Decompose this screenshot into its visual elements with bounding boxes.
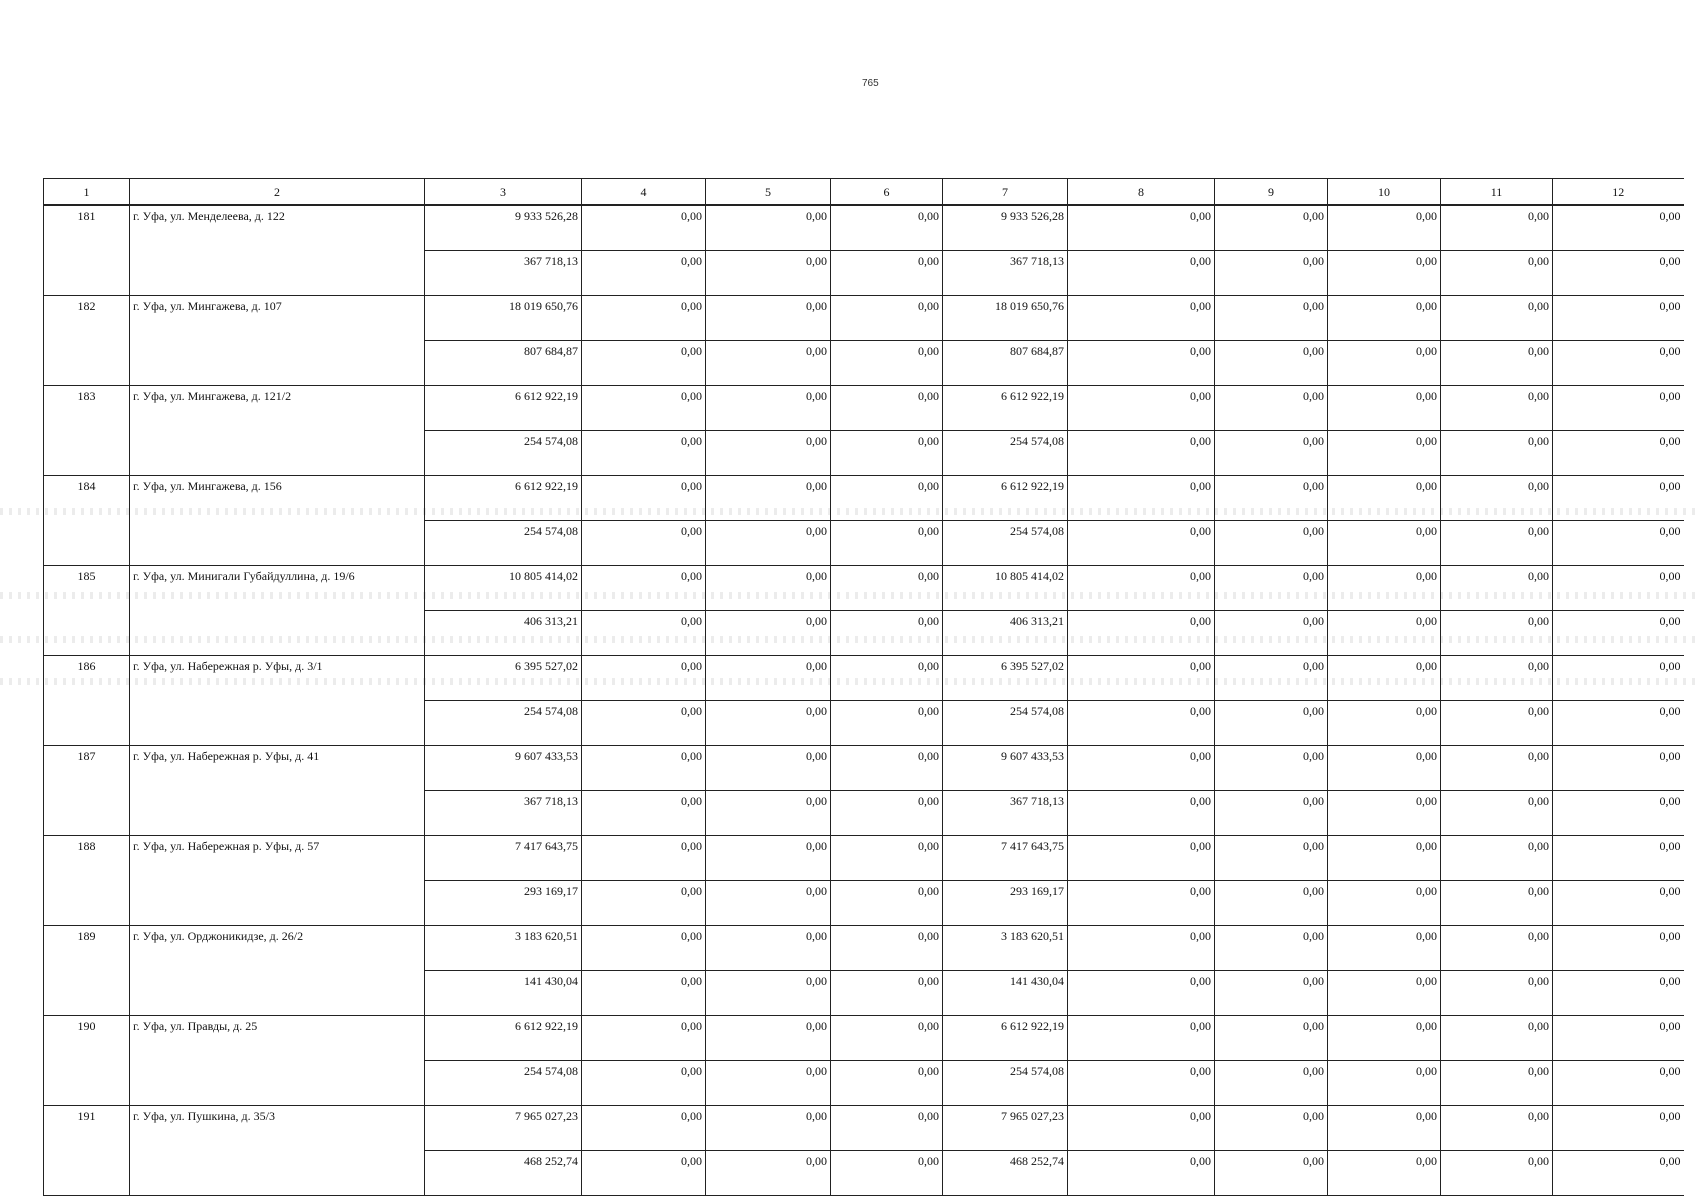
value-cell-col-12: 0,00 xyxy=(1553,881,1684,926)
value-cell-col-5: 0,00 xyxy=(706,701,831,746)
value-cell-col-10: 0,00 xyxy=(1328,386,1441,431)
value-cell-col-6: 0,00 xyxy=(831,881,943,926)
value-cell-col-12: 0,00 xyxy=(1553,296,1684,341)
value-cell-col-12: 0,00 xyxy=(1553,566,1684,611)
address-cell: г. Уфа, ул. Мингажева, д. 156 xyxy=(130,476,425,566)
value-cell-col-12: 0,00 xyxy=(1553,836,1684,881)
address-cell: г. Уфа, ул. Менделеева, д. 122 xyxy=(130,205,425,296)
row-number: 189 xyxy=(44,926,130,1016)
value-cell-col-6: 0,00 xyxy=(831,791,943,836)
row-number: 190 xyxy=(44,1016,130,1106)
value-cell-col-10: 0,00 xyxy=(1328,1151,1441,1196)
value-cell-col-4: 0,00 xyxy=(582,656,706,701)
address-cell: г. Уфа, ул. Набережная р. Уфы, д. 57 xyxy=(130,836,425,926)
value-cell-col-7: 9 607 433,53 xyxy=(943,746,1068,791)
column-number-row xyxy=(44,179,1684,206)
value-cell-col-4: 0,00 xyxy=(582,251,706,296)
value-cell-col-5: 0,00 xyxy=(706,791,831,836)
value-cell-col-4: 0,00 xyxy=(582,971,706,1016)
value-cell-col-10: 0,00 xyxy=(1328,791,1441,836)
table-row xyxy=(44,656,1684,701)
address-cell: г. Уфа, ул. Набережная р. Уфы, д. 3/1 xyxy=(130,656,425,746)
value-cell-col-12: 0,00 xyxy=(1553,1106,1684,1151)
value-cell-col-7: 406 313,21 xyxy=(943,611,1068,656)
value-cell-col-8: 0,00 xyxy=(1068,341,1215,386)
value-cell-col-8: 0,00 xyxy=(1068,881,1215,926)
column-number-8: 8 xyxy=(1068,179,1215,206)
value-cell-col-12: 0,00 xyxy=(1553,205,1684,251)
value-cell-col-11: 0,00 xyxy=(1441,341,1553,386)
row-number: 182 xyxy=(44,296,130,386)
value-cell-col-8: 0,00 xyxy=(1068,1016,1215,1061)
value-cell-col-8: 0,00 xyxy=(1068,521,1215,566)
value-cell-col-4: 0,00 xyxy=(582,611,706,656)
value-cell-col-4: 0,00 xyxy=(582,431,706,476)
value-cell-col-11: 0,00 xyxy=(1441,971,1553,1016)
value-cell-col-10: 0,00 xyxy=(1328,296,1441,341)
table-row xyxy=(44,205,1684,251)
value-cell-col-5: 0,00 xyxy=(706,611,831,656)
value-cell-col-6: 0,00 xyxy=(831,611,943,656)
value-cell-col-9: 0,00 xyxy=(1215,341,1328,386)
value-cell-col-11: 0,00 xyxy=(1441,1016,1553,1061)
value-cell-col-10: 0,00 xyxy=(1328,836,1441,881)
value-cell-col-7: 807 684,87 xyxy=(943,341,1068,386)
value-cell-col-6: 0,00 xyxy=(831,746,943,791)
column-number-1: 1 xyxy=(44,179,130,206)
table-row xyxy=(44,836,1684,881)
value-cell-col-10: 0,00 xyxy=(1328,611,1441,656)
value-cell-col-5: 0,00 xyxy=(706,881,831,926)
value-cell-col-8: 0,00 xyxy=(1068,431,1215,476)
value-cell-col-6: 0,00 xyxy=(831,836,943,881)
value-cell-col-9: 0,00 xyxy=(1215,746,1328,791)
value-cell-col-11: 0,00 xyxy=(1441,791,1553,836)
value-cell-col-3: 254 574,08 xyxy=(425,701,582,746)
value-cell-col-10: 0,00 xyxy=(1328,1061,1441,1106)
table-row xyxy=(44,1016,1684,1061)
value-cell-col-3: 9 933 526,28 xyxy=(425,205,582,251)
address-cell: г. Уфа, ул. Мингажева, д. 107 xyxy=(130,296,425,386)
value-cell-col-4: 0,00 xyxy=(582,341,706,386)
value-cell-col-3: 141 430,04 xyxy=(425,971,582,1016)
value-cell-col-10: 0,00 xyxy=(1328,656,1441,701)
value-cell-col-5: 0,00 xyxy=(706,1106,831,1151)
value-cell-col-6: 0,00 xyxy=(831,431,943,476)
value-cell-col-5: 0,00 xyxy=(706,341,831,386)
value-cell-col-8: 0,00 xyxy=(1068,746,1215,791)
value-cell-col-12: 0,00 xyxy=(1553,791,1684,836)
value-cell-col-3: 18 019 650,76 xyxy=(425,296,582,341)
value-cell-col-6: 0,00 xyxy=(831,1151,943,1196)
value-cell-col-7: 254 574,08 xyxy=(943,701,1068,746)
page-number: 765 xyxy=(862,78,879,89)
row-number: 188 xyxy=(44,836,130,926)
value-cell-col-3: 6 612 922,19 xyxy=(425,476,582,521)
value-cell-col-5: 0,00 xyxy=(706,476,831,521)
address-cell: г. Уфа, ул. Минигали Губайдуллина, д. 19/6 xyxy=(130,566,425,656)
value-cell-col-9: 0,00 xyxy=(1215,476,1328,521)
value-cell-col-3: 9 607 433,53 xyxy=(425,746,582,791)
value-cell-col-8: 0,00 xyxy=(1068,611,1215,656)
value-cell-col-10: 0,00 xyxy=(1328,701,1441,746)
value-cell-col-5: 0,00 xyxy=(706,1061,831,1106)
value-cell-col-7: 6 612 922,19 xyxy=(943,386,1068,431)
value-cell-col-6: 0,00 xyxy=(831,701,943,746)
value-cell-col-7: 3 183 620,51 xyxy=(943,926,1068,971)
value-cell-col-8: 0,00 xyxy=(1068,791,1215,836)
value-cell-col-7: 141 430,04 xyxy=(943,971,1068,1016)
value-cell-col-11: 0,00 xyxy=(1441,386,1553,431)
value-cell-col-7: 254 574,08 xyxy=(943,1061,1068,1106)
column-number-4: 4 xyxy=(582,179,706,206)
value-cell-col-3: 7 965 027,23 xyxy=(425,1106,582,1151)
value-cell-col-8: 0,00 xyxy=(1068,476,1215,521)
value-cell-col-6: 0,00 xyxy=(831,656,943,701)
value-cell-col-10: 0,00 xyxy=(1328,566,1441,611)
value-cell-col-11: 0,00 xyxy=(1441,836,1553,881)
value-cell-col-12: 0,00 xyxy=(1553,431,1684,476)
address-cell: г. Уфа, ул. Мингажева, д. 121/2 xyxy=(130,386,425,476)
value-cell-col-5: 0,00 xyxy=(706,1151,831,1196)
table-row xyxy=(44,296,1684,341)
value-cell-col-5: 0,00 xyxy=(706,431,831,476)
value-cell-col-11: 0,00 xyxy=(1441,1106,1553,1151)
value-cell-col-10: 0,00 xyxy=(1328,1016,1441,1061)
value-cell-col-12: 0,00 xyxy=(1553,386,1684,431)
value-cell-col-4: 0,00 xyxy=(582,1061,706,1106)
value-cell-col-6: 0,00 xyxy=(831,971,943,1016)
value-cell-col-6: 0,00 xyxy=(831,386,943,431)
value-cell-col-3: 367 718,13 xyxy=(425,251,582,296)
value-cell-col-8: 0,00 xyxy=(1068,296,1215,341)
row-number: 191 xyxy=(44,1106,130,1196)
value-cell-col-12: 0,00 xyxy=(1553,476,1684,521)
value-cell-col-4: 0,00 xyxy=(582,701,706,746)
value-cell-col-10: 0,00 xyxy=(1328,746,1441,791)
value-cell-col-4: 0,00 xyxy=(582,1151,706,1196)
value-cell-col-8: 0,00 xyxy=(1068,566,1215,611)
value-cell-col-8: 0,00 xyxy=(1068,971,1215,1016)
value-cell-col-6: 0,00 xyxy=(831,296,943,341)
column-number-7: 7 xyxy=(943,179,1068,206)
value-cell-col-10: 0,00 xyxy=(1328,205,1441,251)
value-cell-col-6: 0,00 xyxy=(831,1016,943,1061)
address-cell: г. Уфа, ул. Орджоникидзе, д. 26/2 xyxy=(130,926,425,1016)
value-cell-col-3: 406 313,21 xyxy=(425,611,582,656)
value-cell-col-12: 0,00 xyxy=(1553,701,1684,746)
value-cell-col-7: 367 718,13 xyxy=(943,791,1068,836)
column-number-11: 11 xyxy=(1441,179,1553,206)
value-cell-col-7: 10 805 414,02 xyxy=(943,566,1068,611)
value-cell-col-3: 10 805 414,02 xyxy=(425,566,582,611)
value-cell-col-6: 0,00 xyxy=(831,341,943,386)
value-cell-col-7: 367 718,13 xyxy=(943,251,1068,296)
value-cell-col-10: 0,00 xyxy=(1328,431,1441,476)
value-cell-col-7: 293 169,17 xyxy=(943,881,1068,926)
value-cell-col-11: 0,00 xyxy=(1441,296,1553,341)
value-cell-col-4: 0,00 xyxy=(582,881,706,926)
value-cell-col-11: 0,00 xyxy=(1441,521,1553,566)
value-cell-col-3: 6 395 527,02 xyxy=(425,656,582,701)
value-cell-col-11: 0,00 xyxy=(1441,431,1553,476)
value-cell-col-5: 0,00 xyxy=(706,746,831,791)
value-cell-col-3: 807 684,87 xyxy=(425,341,582,386)
column-number-12: 12 xyxy=(1553,179,1684,206)
value-cell-col-7: 9 933 526,28 xyxy=(943,205,1068,251)
value-cell-col-6: 0,00 xyxy=(831,476,943,521)
value-cell-col-9: 0,00 xyxy=(1215,881,1328,926)
value-cell-col-6: 0,00 xyxy=(831,251,943,296)
value-cell-col-6: 0,00 xyxy=(831,205,943,251)
value-cell-col-11: 0,00 xyxy=(1441,656,1553,701)
row-number: 186 xyxy=(44,656,130,746)
value-cell-col-7: 254 574,08 xyxy=(943,431,1068,476)
value-cell-col-4: 0,00 xyxy=(582,746,706,791)
column-number-3: 3 xyxy=(425,179,582,206)
value-cell-col-12: 0,00 xyxy=(1553,1061,1684,1106)
value-cell-col-11: 0,00 xyxy=(1441,746,1553,791)
value-cell-col-11: 0,00 xyxy=(1441,251,1553,296)
value-cell-col-4: 0,00 xyxy=(582,1106,706,1151)
value-cell-col-5: 0,00 xyxy=(706,656,831,701)
value-cell-col-12: 0,00 xyxy=(1553,341,1684,386)
value-cell-col-5: 0,00 xyxy=(706,926,831,971)
column-number-6: 6 xyxy=(831,179,943,206)
value-cell-col-4: 0,00 xyxy=(582,205,706,251)
value-cell-col-12: 0,00 xyxy=(1553,1151,1684,1196)
value-cell-col-6: 0,00 xyxy=(831,521,943,566)
value-cell-col-9: 0,00 xyxy=(1215,566,1328,611)
value-cell-col-9: 0,00 xyxy=(1215,971,1328,1016)
value-cell-col-3: 293 169,17 xyxy=(425,881,582,926)
value-cell-col-11: 0,00 xyxy=(1441,701,1553,746)
value-cell-col-8: 0,00 xyxy=(1068,656,1215,701)
value-cell-col-7: 254 574,08 xyxy=(943,521,1068,566)
table-row xyxy=(44,476,1684,521)
value-cell-col-4: 0,00 xyxy=(582,926,706,971)
value-cell-col-3: 468 252,74 xyxy=(425,1151,582,1196)
row-number: 185 xyxy=(44,566,130,656)
value-cell-col-7: 6 612 922,19 xyxy=(943,476,1068,521)
value-cell-col-9: 0,00 xyxy=(1215,1106,1328,1151)
value-cell-col-12: 0,00 xyxy=(1553,1016,1684,1061)
value-cell-col-11: 0,00 xyxy=(1441,476,1553,521)
value-cell-col-9: 0,00 xyxy=(1215,836,1328,881)
row-number: 187 xyxy=(44,746,130,836)
column-number-10: 10 xyxy=(1328,179,1441,206)
value-cell-col-3: 367 718,13 xyxy=(425,791,582,836)
value-cell-col-9: 0,00 xyxy=(1215,386,1328,431)
value-cell-col-6: 0,00 xyxy=(831,566,943,611)
value-cell-col-11: 0,00 xyxy=(1441,926,1553,971)
value-cell-col-12: 0,00 xyxy=(1553,926,1684,971)
value-cell-col-10: 0,00 xyxy=(1328,971,1441,1016)
value-cell-col-9: 0,00 xyxy=(1215,656,1328,701)
value-cell-col-5: 0,00 xyxy=(706,386,831,431)
row-number: 184 xyxy=(44,476,130,566)
value-cell-col-9: 0,00 xyxy=(1215,296,1328,341)
value-cell-col-4: 0,00 xyxy=(582,296,706,341)
value-cell-col-9: 0,00 xyxy=(1215,251,1328,296)
value-cell-col-11: 0,00 xyxy=(1441,881,1553,926)
row-number: 183 xyxy=(44,386,130,476)
value-cell-col-12: 0,00 xyxy=(1553,746,1684,791)
value-cell-col-9: 0,00 xyxy=(1215,926,1328,971)
table-row xyxy=(44,386,1684,431)
value-cell-col-7: 7 965 027,23 xyxy=(943,1106,1068,1151)
column-number-5: 5 xyxy=(706,179,831,206)
value-cell-col-6: 0,00 xyxy=(831,1106,943,1151)
value-cell-col-9: 0,00 xyxy=(1215,205,1328,251)
value-cell-col-7: 6 395 527,02 xyxy=(943,656,1068,701)
value-cell-col-12: 0,00 xyxy=(1553,971,1684,1016)
value-cell-col-3: 7 417 643,75 xyxy=(425,836,582,881)
value-cell-col-9: 0,00 xyxy=(1215,1016,1328,1061)
value-cell-col-8: 0,00 xyxy=(1068,205,1215,251)
table-row xyxy=(44,926,1684,971)
value-cell-col-12: 0,00 xyxy=(1553,521,1684,566)
value-cell-col-3: 6 612 922,19 xyxy=(425,1016,582,1061)
value-cell-col-8: 0,00 xyxy=(1068,926,1215,971)
value-cell-col-8: 0,00 xyxy=(1068,836,1215,881)
value-cell-col-9: 0,00 xyxy=(1215,431,1328,476)
value-cell-col-12: 0,00 xyxy=(1553,611,1684,656)
value-cell-col-4: 0,00 xyxy=(582,386,706,431)
address-cell: г. Уфа, ул. Правды, д. 25 xyxy=(130,1016,425,1106)
value-cell-col-12: 0,00 xyxy=(1553,656,1684,701)
column-number-2: 2 xyxy=(130,179,425,206)
value-cell-col-9: 0,00 xyxy=(1215,611,1328,656)
table-row xyxy=(44,746,1684,791)
value-cell-col-8: 0,00 xyxy=(1068,701,1215,746)
value-cell-col-5: 0,00 xyxy=(706,251,831,296)
value-cell-col-9: 0,00 xyxy=(1215,701,1328,746)
value-cell-col-4: 0,00 xyxy=(582,566,706,611)
table-row xyxy=(44,566,1684,611)
value-cell-col-10: 0,00 xyxy=(1328,521,1441,566)
value-cell-col-10: 0,00 xyxy=(1328,881,1441,926)
address-cell: г. Уфа, ул. Пушкина, д. 35/3 xyxy=(130,1106,425,1196)
value-cell-col-10: 0,00 xyxy=(1328,476,1441,521)
value-cell-col-3: 254 574,08 xyxy=(425,1061,582,1106)
value-cell-col-8: 0,00 xyxy=(1068,386,1215,431)
value-cell-col-5: 0,00 xyxy=(706,296,831,341)
value-cell-col-3: 3 183 620,51 xyxy=(425,926,582,971)
column-number-9: 9 xyxy=(1215,179,1328,206)
value-cell-col-5: 0,00 xyxy=(706,836,831,881)
value-cell-col-10: 0,00 xyxy=(1328,1106,1441,1151)
value-cell-col-11: 0,00 xyxy=(1441,1061,1553,1106)
value-cell-col-10: 0,00 xyxy=(1328,926,1441,971)
value-cell-col-4: 0,00 xyxy=(582,521,706,566)
value-cell-col-7: 468 252,74 xyxy=(943,1151,1068,1196)
value-cell-col-10: 0,00 xyxy=(1328,341,1441,386)
value-cell-col-6: 0,00 xyxy=(831,926,943,971)
value-cell-col-5: 0,00 xyxy=(706,971,831,1016)
value-cell-col-11: 0,00 xyxy=(1441,1151,1553,1196)
value-cell-col-8: 0,00 xyxy=(1068,251,1215,296)
value-cell-col-11: 0,00 xyxy=(1441,611,1553,656)
value-cell-col-9: 0,00 xyxy=(1215,1061,1328,1106)
address-cell: г. Уфа, ул. Набережная р. Уфы, д. 41 xyxy=(130,746,425,836)
value-cell-col-9: 0,00 xyxy=(1215,521,1328,566)
value-cell-col-4: 0,00 xyxy=(582,791,706,836)
value-cell-col-5: 0,00 xyxy=(706,521,831,566)
value-cell-col-9: 0,00 xyxy=(1215,1151,1328,1196)
value-cell-col-8: 0,00 xyxy=(1068,1106,1215,1151)
value-cell-col-7: 6 612 922,19 xyxy=(943,1016,1068,1061)
value-cell-col-3: 254 574,08 xyxy=(425,521,582,566)
value-cell-col-4: 0,00 xyxy=(582,476,706,521)
value-cell-col-8: 0,00 xyxy=(1068,1151,1215,1196)
value-cell-col-3: 254 574,08 xyxy=(425,431,582,476)
value-cell-col-4: 0,00 xyxy=(582,836,706,881)
value-cell-col-7: 7 417 643,75 xyxy=(943,836,1068,881)
value-cell-col-10: 0,00 xyxy=(1328,251,1441,296)
value-cell-col-6: 0,00 xyxy=(831,1061,943,1106)
value-cell-col-5: 0,00 xyxy=(706,205,831,251)
value-cell-col-11: 0,00 xyxy=(1441,205,1553,251)
data-table xyxy=(43,178,1684,1196)
value-cell-col-11: 0,00 xyxy=(1441,566,1553,611)
value-cell-col-7: 18 019 650,76 xyxy=(943,296,1068,341)
value-cell-col-4: 0,00 xyxy=(582,1016,706,1061)
value-cell-col-5: 0,00 xyxy=(706,566,831,611)
value-cell-col-5: 0,00 xyxy=(706,1016,831,1061)
value-cell-col-12: 0,00 xyxy=(1553,251,1684,296)
row-number: 181 xyxy=(44,205,130,296)
value-cell-col-9: 0,00 xyxy=(1215,791,1328,836)
value-cell-col-3: 6 612 922,19 xyxy=(425,386,582,431)
table-row xyxy=(44,1106,1684,1151)
value-cell-col-8: 0,00 xyxy=(1068,1061,1215,1106)
